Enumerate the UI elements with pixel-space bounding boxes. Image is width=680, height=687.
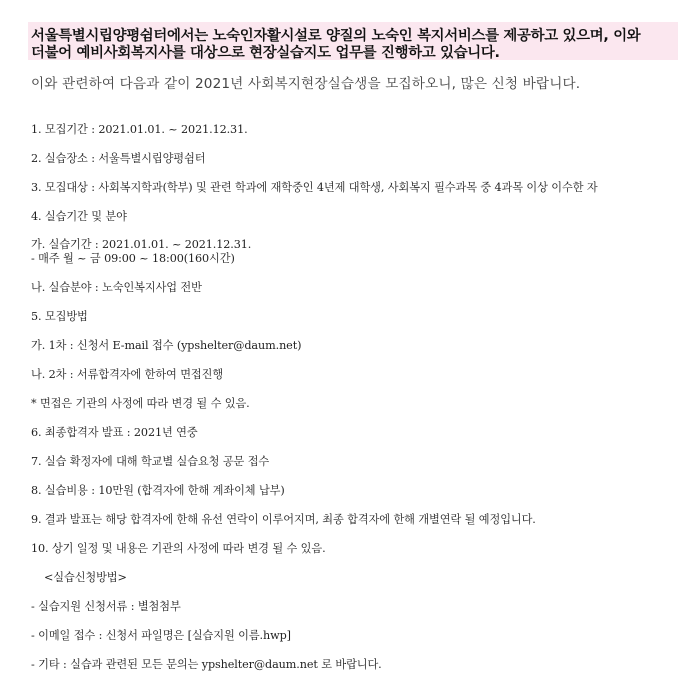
- item-method: 5. 모집방법: [31, 310, 88, 323]
- item-duration-a: 가. 실습기간 : 2021.01.01. ~ 2021.12.31.: [31, 238, 252, 251]
- item-cost: 8. 실습비용 : 10만원 (합격자에 한해 계좌이체 납부): [31, 484, 285, 497]
- header-line-1: 서울특별시립양평쉼터에서는 노숙인자활시설로 양질의 노숙인 복지서비스를 제공하고 있으며, 이와: [31, 28, 641, 44]
- item-duration-a-detail: - 매주 월 ~ 금 09:00 ~ 18:00(160시간): [31, 252, 235, 265]
- apply-etc: - 기타 : 실습과 관련된 모든 문의는 ypshelter@daum.net 로 바랍니다.: [31, 658, 382, 671]
- item-place: 2. 실습장소 : 서울특별시립양평쉼터: [31, 152, 206, 165]
- item-method-b: 나. 2차 : 서류합격자에 한하여 면접진행: [31, 368, 224, 381]
- item-result: 9. 결과 발표는 해당 합격자에 한해 유선 연락이 이루어지며, 최종 합격자에 한해 개별연락 될 예정입니다.: [31, 513, 536, 526]
- apply-title: <실습신청방법>: [44, 571, 127, 584]
- header-line-2: 더불어 예비사회복지사를 대상으로 현장실습지도 업무를 진행하고 있습니다.: [31, 45, 500, 61]
- item-duration-field: 4. 실습기간 및 분야: [31, 210, 127, 223]
- item-announce: 6. 최종합격자 발표 : 2021년 연중: [31, 426, 198, 439]
- item-request: 7. 실습 확정자에 대해 학교별 실습요청 공문 접수: [31, 455, 270, 468]
- intro-text: 이와 관련하여 다음과 같이 2021년 사회복지현장실습생을 모집하오니, 많은 신청 바랍니다.: [31, 76, 581, 92]
- item-change: 10. 상기 일정 및 내용은 기관의 사정에 따라 변경 될 수 있음.: [31, 542, 326, 555]
- apply-email: - 이메일 접수 : 신청서 파일명은 [실습지원 이름.hwp]: [31, 629, 291, 642]
- apply-docs: - 실습지원 신청서류 : 별첨첨부: [31, 600, 181, 613]
- item-target: 3. 모집대상 : 사회복지학과(학부) 및 관련 학과에 재학중인 4년제 대학생, 사회복지 필수과목 중 4과목 이상 이수한 자: [31, 181, 598, 194]
- item-period: 1. 모집기간 : 2021.01.01. ~ 2021.12.31.: [31, 123, 248, 136]
- item-method-note: * 면접은 기관의 사정에 따라 변경 될 수 있음.: [31, 397, 250, 410]
- item-field-b: 나. 실습분야 : 노숙인복지사업 전반: [31, 281, 202, 294]
- item-method-a: 가. 1차 : 신청서 E-mail 접수 (ypshelter@daum.net): [31, 339, 302, 352]
